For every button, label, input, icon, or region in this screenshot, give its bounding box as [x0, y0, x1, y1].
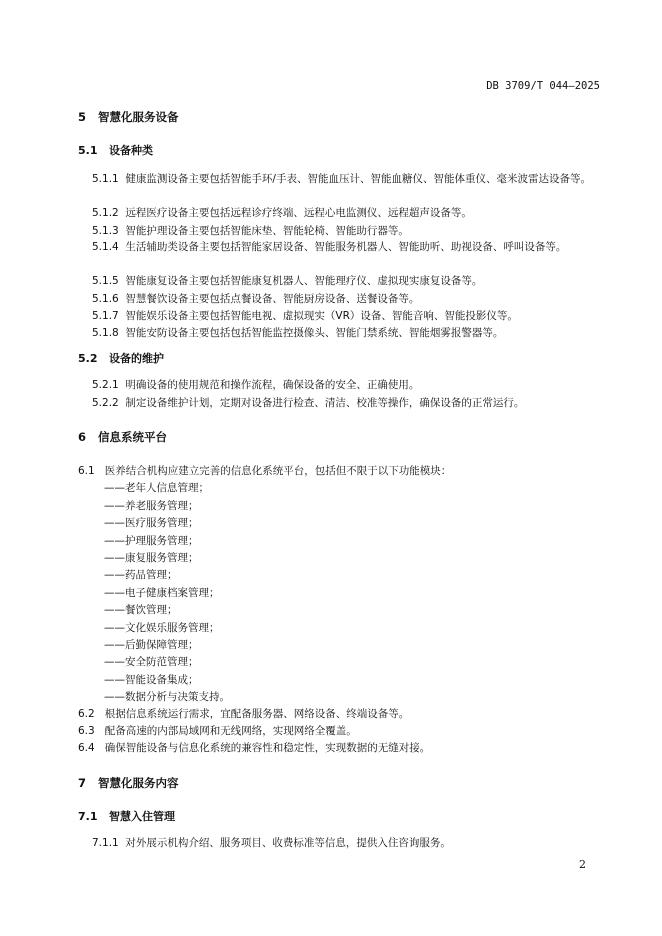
clause-number: 5.1.4 — [92, 241, 119, 253]
clause-text: 医养结合机构应建立完善的信息化系统平台，包括但不限于以下功能模块： — [104, 465, 452, 477]
subsection-number: 5.1 — [78, 144, 98, 157]
list-item: ——医疗服务管理； — [104, 517, 199, 529]
clause-number: 6.1 — [78, 465, 95, 477]
clause-number: 5.1.6 — [92, 293, 119, 305]
list-item: ——养老服务管理； — [104, 500, 199, 512]
section-5-heading — [78, 110, 179, 124]
clause-5-2-1 — [92, 378, 419, 392]
clause-text: 智能娱乐设备主要包括智能电视、虚拟现实（VR）设备、智能音响、智能投影仪等。 — [125, 310, 518, 322]
section-number: 7 — [78, 776, 87, 790]
clause-text: 智慧餐饮设备主要包括点餐设备、智能厨房设备、送餐设备等。 — [125, 293, 420, 305]
clause-5-1-3 — [92, 224, 409, 238]
list-item: ——电子健康档案管理； — [104, 587, 220, 599]
subsection-title: 设备的维护 — [109, 352, 164, 365]
list-item: ——数据分析与决策支持。 — [104, 691, 230, 703]
section-6-heading — [78, 430, 167, 444]
clause-text: 生活辅助类设备主要包括智能家居设备、智能服务机器人、智能助听、助视设备、呼叫设备等。 — [125, 241, 567, 253]
clause-5-1-8 — [92, 326, 503, 340]
clause-text: 对外展示机构介绍、服务项目、收费标准等信息，提供入住咨询服务。 — [125, 837, 451, 849]
clause-number: 6.4 — [78, 742, 95, 754]
clause-6-1 — [78, 464, 451, 478]
clause-6-2 — [78, 707, 409, 721]
clause-text: 根据信息系统运行需求，宜配备服务器、网络设备、终端设备等。 — [104, 708, 410, 720]
clause-text: 配备高速的内部局域网和无线网络，实现网络全覆盖。 — [104, 725, 357, 737]
list-item: ——安全防范管理； — [104, 656, 199, 668]
subsection-7-1-heading — [78, 810, 175, 824]
clause-5-1-4 — [92, 238, 622, 256]
subsection-number: 7.1 — [78, 810, 98, 823]
clause-text: 健康监测设备主要包括智能手环/手表、智能血压计、智能血糖仪、智能体重仪、毫米波雷达设备等。 — [125, 173, 591, 185]
list-item: ——后勤保障管理； — [104, 639, 199, 651]
clause-number: 5.1.3 — [92, 225, 119, 237]
clause-5-1-7 — [92, 309, 518, 323]
clause-number: 5.2.2 — [92, 397, 119, 409]
clause-number: 5.1.7 — [92, 310, 119, 322]
page-number: 2 — [579, 858, 586, 871]
section-7-heading — [78, 776, 179, 790]
clause-5-1-1 — [92, 170, 622, 188]
clause-5-1-2 — [92, 206, 472, 220]
clause-text: 明确设备的使用规范和操作流程，确保设备的安全、正确使用。 — [125, 379, 420, 391]
clause-5-1-6 — [92, 292, 419, 306]
clause-number: 5.1.5 — [92, 275, 119, 287]
clause-number: 6.2 — [78, 708, 95, 720]
clause-number: 5.1.1 — [92, 173, 119, 185]
list-item: ——智能设备集成； — [104, 674, 199, 686]
clause-text: 智能护理设备主要包括智能床垫、智能轮椅、智能助行器等。 — [125, 225, 409, 237]
subsection-5-2-heading — [78, 352, 164, 366]
clause-number: 5.2.1 — [92, 379, 119, 391]
clause-number: 5.1.8 — [92, 327, 119, 339]
clause-text: 远程医疗设备主要包括远程诊疗终端、远程心电监测仪、远程超声设备等。 — [125, 207, 472, 219]
list-item: ——餐饮管理； — [104, 604, 178, 616]
list-item: ——老年人信息管理； — [104, 482, 209, 494]
section-title: 智慧化服务内容 — [98, 776, 179, 790]
section-title: 智慧化服务设备 — [98, 110, 179, 124]
section-title: 信息系统平台 — [98, 430, 168, 444]
list-item: ——文化娱乐服务管理； — [104, 622, 220, 634]
clause-number: 5.1.2 — [92, 207, 119, 219]
subsection-5-1-heading — [78, 144, 153, 158]
clause-text: 制定设备维护计划，定期对设备进行检查、清洁、校准等操作，确保设备的正常运行。 — [125, 397, 525, 409]
doc-code-header: DB 3709/T 044—2025 — [486, 80, 600, 92]
clause-text: 智能康复设备主要包括智能康复机器人、智能理疗仪、虚拟现实康复设备等。 — [125, 275, 483, 287]
subsection-title: 设备种类 — [109, 144, 153, 157]
clause-5-1-5 — [92, 274, 482, 288]
clause-number: 7.1.1 — [92, 837, 119, 849]
subsection-number: 5.2 — [78, 352, 98, 365]
clause-number: 6.3 — [78, 725, 95, 737]
clause-5-2-2 — [92, 396, 524, 410]
clause-text: 智能安防设备主要包括包括智能监控摄像头、智能门禁系统、智能烟雾报警器等。 — [125, 327, 504, 339]
subsection-title: 智慧入住管理 — [109, 810, 175, 823]
clause-6-3 — [78, 724, 357, 738]
list-item: ——护理服务管理； — [104, 535, 199, 547]
list-item: ——药品管理； — [104, 569, 178, 581]
clause-text: 确保智能设备与信息化系统的兼容性和稳定性，实现数据的无缝对接。 — [104, 742, 431, 754]
list-item: ——康复服务管理； — [104, 552, 199, 564]
clause-7-1-1 — [92, 836, 451, 850]
section-number: 6 — [78, 430, 87, 444]
clause-6-4 — [78, 741, 430, 755]
section-number: 5 — [78, 110, 87, 124]
